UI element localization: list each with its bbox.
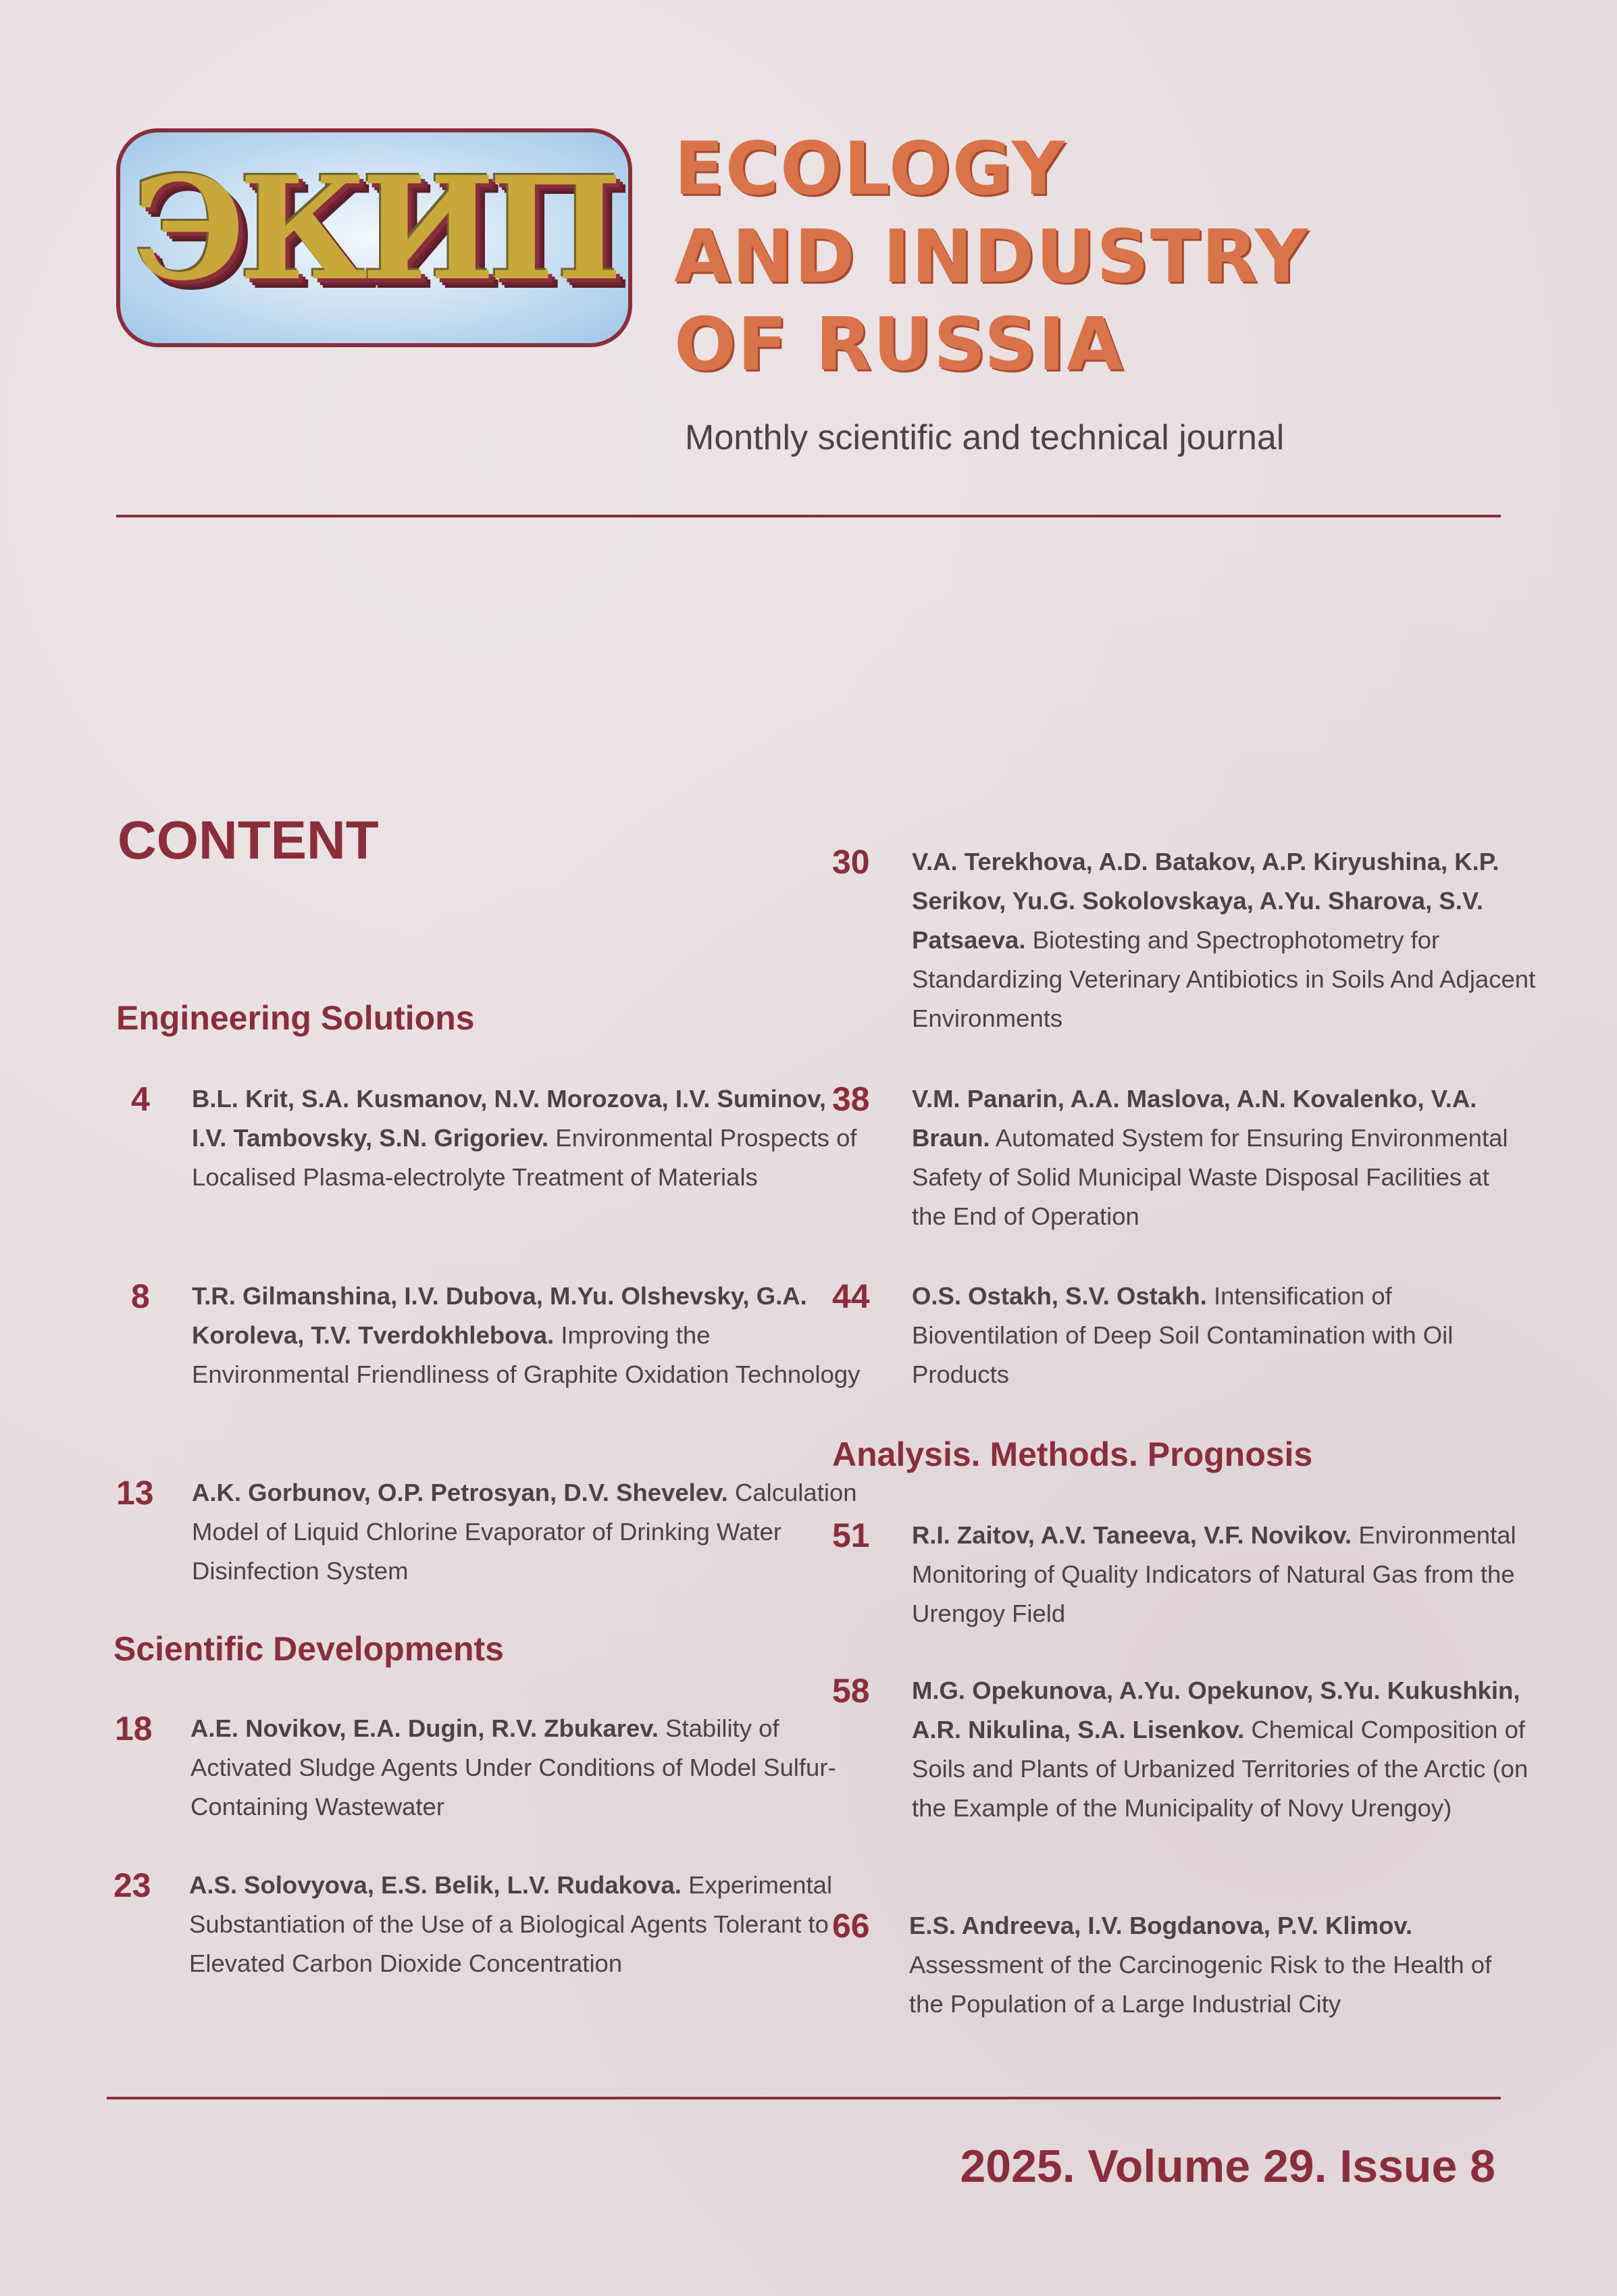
toc-entry-text xyxy=(912,1671,1533,1828)
toc-title: Improving the Environmental Friendliness of Graphite Oxidation Technology xyxy=(192,1321,861,1388)
toc-page-number: 44 xyxy=(832,1277,870,1315)
issue-info: 2025. Volume 29. Issue 8 xyxy=(960,2141,1495,2192)
toc-authors: E.S. Andreeva, I.V. Bogdanova, P.V. Klimov. xyxy=(909,1912,1413,1939)
toc-page-number: 18 xyxy=(115,1710,153,1747)
toc-authors: A.E. Novikov, E.A. Dugin, R.V. Zbukarev. xyxy=(190,1714,659,1742)
toc-title: Biotesting and Spectrophotometry for Standardizing Veterinary Antibiotics in Soils And Adjacent Environments xyxy=(912,926,1536,1032)
toc-authors: B.L. Krit, S.A. Kusmanov, N.V. Morozova, I.V. Suminov, I.V. Tambovsky, S.N. Grigoriev. xyxy=(192,1085,827,1152)
journal-subtitle: Monthly scientific and technical journal xyxy=(685,418,1285,457)
section-engineering-solutions: Engineering Solutions xyxy=(116,999,475,1037)
toc-authors: M.G. Opekunova, A.Yu. Opekunov, S.Yu. Kukushkin, A.R. Nikulina, S.A. Lisenkov. xyxy=(912,1677,1520,1743)
journal-logo xyxy=(116,128,632,347)
toc-authors: O.S. Ostakh, S.V. Ostakh. xyxy=(912,1282,1207,1310)
toc-entry-text xyxy=(192,1079,867,1197)
toc-page-number: 66 xyxy=(832,1907,870,1945)
toc-title: Chemical Composition of Soils and Plants of Urbanized Territories of the Arctic (on the Example of the Municipality of Novy Urengoy) xyxy=(912,1716,1529,1822)
toc-page-number: 23 xyxy=(113,1866,151,1904)
toc-authors: T.R. Gilmanshina, I.V. Dubova, M.Yu. Olshevsky, G.A. Koroleva, T.V. Tverdokhlebova. xyxy=(192,1282,807,1349)
toc-title: Environmental Prospects of Localised Plasma-electrolyte Treatment of Materials xyxy=(192,1124,857,1191)
toc-page-number: 30 xyxy=(832,843,870,881)
toc-page-number: 13 xyxy=(116,1474,154,1512)
toc-title: Intensification of Bioventilation of Deep Soil Contamination with Oil Products xyxy=(912,1282,1454,1388)
journal-title-line-1: ECOLOGY xyxy=(674,127,1067,211)
journal-title-line-2: AND INDUSTRY xyxy=(674,215,1310,299)
section-analysis-methods-prognosis: Analysis. Methods. Prognosis xyxy=(832,1435,1313,1473)
toc-authors: V.A. Terekhova, A.D. Batakov, A.P. Kiryushina, K.P. Serikov, Yu.G. Sokolovskaya, A.Yu. Sharova, S.V. Patsaeva. xyxy=(912,848,1499,954)
toc-authors: V.M. Panarin, A.A. Maslova, A.N. Kovalenko, V.A. Braun. xyxy=(912,1085,1477,1152)
toc-authors: A.S. Solovyova, E.S. Belik, L.V. Rudakova. xyxy=(189,1871,682,1899)
toc-entry-text xyxy=(912,1516,1520,1633)
logo-wordmark: ЭКИП xyxy=(132,145,616,312)
toc-authors: R.I. Zaitov, A.V. Taneeva, V.F. Novikov. xyxy=(912,1521,1352,1549)
toc-page-number: 38 xyxy=(832,1080,870,1118)
toc-page-number: 51 xyxy=(832,1516,870,1554)
contents-heading: CONTENT xyxy=(118,810,379,870)
toc-title: Experimental Substantiation of the Use of a Biological Agents Tolerant to Elevated Carbon Dioxide Concentration xyxy=(189,1871,833,1977)
header-divider xyxy=(116,515,1501,517)
toc-entry-text xyxy=(192,1277,867,1394)
toc-page-number: 58 xyxy=(832,1672,870,1710)
toc-entry-text xyxy=(912,842,1587,1038)
toc-entry-text xyxy=(912,1277,1520,1394)
toc-title: Calculation Model of Liquid Chlorine Evaporator of Drinking Water Disinfection System xyxy=(192,1479,857,1585)
toc-title: Automated System for Ensuring Environmental Safety of Solid Municipal Waste Disposal Facilities at the End of Operation xyxy=(912,1124,1508,1230)
toc-entry-text xyxy=(190,1709,866,1827)
toc-title: Stability of Activated Sludge Agents Under Conditions of Model Sulfur-Containing Wastewater xyxy=(190,1714,836,1820)
toc-entry-text xyxy=(192,1473,867,1591)
toc-title: Environmental Monitoring of Quality Indicators of Natural Gas from the Urengoy Field xyxy=(912,1521,1516,1627)
toc-entry-text xyxy=(912,1079,1520,1236)
toc-entry-text xyxy=(189,1866,865,1983)
toc-entry-text xyxy=(909,1906,1531,2024)
journal-title xyxy=(674,126,1350,389)
toc-page-number: 4 xyxy=(131,1080,150,1118)
toc-page-number: 8 xyxy=(131,1277,150,1315)
footer-divider xyxy=(107,2097,1501,2099)
toc-authors: A.K. Gorbunov, O.P. Petrosyan, D.V. Shevelev. xyxy=(192,1479,728,1506)
toc-title: Assessment of the Carcinogenic Risk to the Health of the Population of a Large Industrial City xyxy=(909,1951,1492,2018)
section-scientific-developments: Scientific Developments xyxy=(113,1630,504,1668)
journal-title-line-3: OF RUSSIA xyxy=(674,303,1125,387)
